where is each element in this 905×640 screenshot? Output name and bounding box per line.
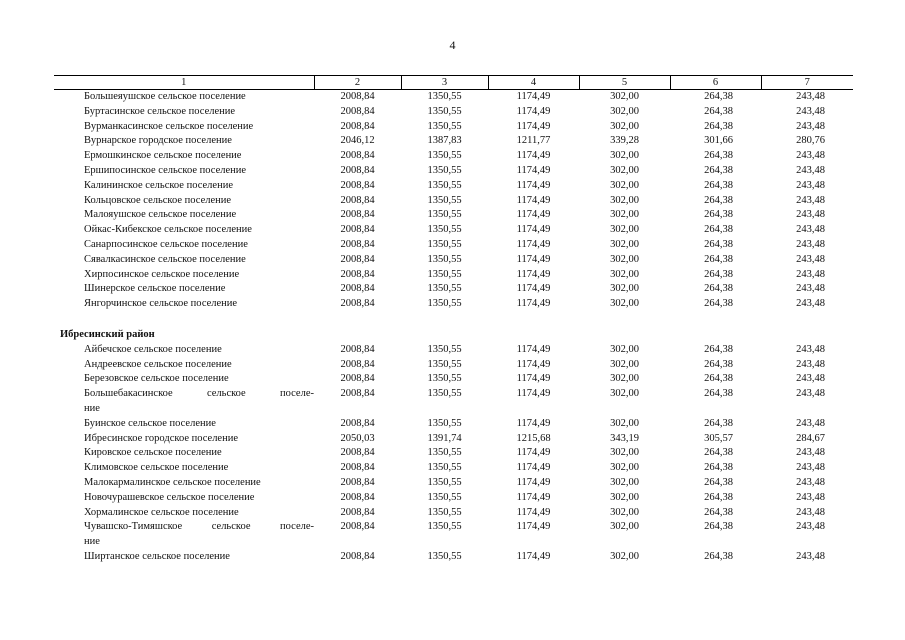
value-cell-col3: 1350,55	[427, 358, 462, 370]
value-cell-col3: 1350,55	[427, 521, 462, 533]
value-cell-col5: 302,00	[610, 550, 639, 562]
column-header-5: 5	[579, 76, 670, 90]
value-cell-col7: 243,48	[796, 462, 825, 474]
value-cell-col7: 243,48	[796, 521, 825, 533]
value-cell-col3: 1350,55	[427, 164, 462, 176]
value-cell-col5: 302,00	[610, 164, 639, 176]
settlement-name: Ершипосинское сельское поселение	[84, 164, 247, 176]
value-cell-col4: 1174,49	[516, 164, 551, 176]
value-cell-col2: 2008,84	[340, 253, 375, 265]
value-cell-col4: 1174,49	[516, 238, 551, 250]
value-cell-col6: 264,38	[704, 343, 733, 355]
empty-cell	[401, 402, 488, 417]
value-cell-col7: 243,48	[796, 298, 825, 310]
value-cell-col7: 243,48	[796, 476, 825, 488]
table-row-continuation	[54, 535, 853, 550]
value-cell-col7: 243,48	[796, 164, 825, 176]
value-cell-col4: 1174,49	[516, 298, 551, 310]
settlement-name: Буинское сельское поселение	[84, 417, 216, 429]
column-header-7: 7	[761, 76, 853, 90]
value-cell-col2: 2008,84	[340, 164, 375, 176]
settlement-name: Андреевское сельское поселение	[84, 358, 232, 370]
value-cell-col2: 2008,84	[340, 506, 375, 518]
value-cell-col5: 302,00	[610, 105, 639, 117]
table-row	[54, 208, 853, 223]
value-cell-col2: 2008,84	[340, 283, 375, 295]
value-cell-col4: 1174,49	[516, 194, 551, 206]
table-row	[54, 120, 853, 135]
settlement-name: Хормалинское сельское поселение	[84, 506, 239, 518]
settlement-name: Буртасинское сельское поселение	[84, 105, 236, 117]
value-cell-col4: 1174,49	[516, 491, 551, 503]
value-cell-col4: 1174,49	[516, 91, 551, 102]
value-cell-col6: 301,66	[704, 135, 733, 147]
value-cell-col7: 243,48	[796, 150, 825, 162]
table-row	[54, 297, 853, 312]
table-row	[54, 358, 853, 373]
value-cell-col3: 1350,55	[427, 253, 462, 265]
table-row	[54, 343, 853, 358]
table-row	[54, 90, 853, 105]
value-cell-col2: 2008,84	[340, 150, 375, 162]
value-cell-col4: 1174,49	[516, 150, 551, 162]
value-cell-col2: 2008,84	[340, 209, 375, 221]
table-row	[54, 461, 853, 476]
district-title: Ибресинский район	[60, 328, 155, 340]
settlement-name: Климовское сельское поселение	[84, 462, 229, 474]
value-cell-col5: 302,00	[610, 462, 639, 474]
value-cell-col4: 1174,49	[516, 550, 551, 562]
column-header-6: 6	[670, 76, 761, 90]
value-cell-col5: 302,00	[610, 521, 639, 533]
value-cell-col7: 243,48	[796, 194, 825, 206]
table-row	[54, 164, 853, 179]
settlement-name: Шинерское сельское поселение	[84, 283, 226, 295]
spacer-cell	[54, 312, 853, 319]
value-cell-col5: 302,00	[610, 268, 639, 280]
table-row	[54, 520, 853, 535]
value-cell-col7: 243,48	[796, 238, 825, 250]
value-cell-col5: 302,00	[610, 253, 639, 265]
value-cell-col2: 2008,84	[340, 447, 375, 459]
value-cell-col6: 264,38	[704, 105, 733, 117]
value-cell-col3: 1350,55	[427, 283, 462, 295]
value-cell-col6: 264,38	[704, 388, 733, 400]
value-cell-col7: 243,48	[796, 91, 825, 102]
value-cell-col2: 2008,84	[340, 194, 375, 206]
empty-cell	[761, 535, 853, 550]
value-cell-col6: 264,38	[704, 506, 733, 518]
settlement-name-continuation: ние	[84, 536, 100, 548]
table-row	[54, 105, 853, 120]
value-cell-col5: 302,00	[610, 238, 639, 250]
value-cell-col3: 1350,55	[427, 506, 462, 518]
value-cell-col2: 2046,12	[340, 135, 375, 147]
table-row	[54, 134, 853, 149]
value-cell-col3: 1350,55	[427, 224, 462, 236]
table-row	[54, 194, 853, 209]
settlement-name: Малояушское сельское поселение	[84, 209, 237, 221]
table-row	[54, 238, 853, 253]
value-cell-col7: 243,48	[796, 179, 825, 191]
settlement-name: Хирпосинское сельское поселение	[84, 268, 240, 280]
value-cell-col5: 302,00	[610, 447, 639, 459]
value-cell-col4: 1174,49	[516, 373, 551, 385]
value-cell-col4: 1174,49	[516, 179, 551, 191]
value-cell-col5: 302,00	[610, 343, 639, 355]
table-row	[54, 446, 853, 461]
value-cell-col2: 2008,84	[340, 491, 375, 503]
table-row	[54, 282, 853, 297]
value-cell-col2: 2008,84	[340, 268, 375, 280]
value-cell-col2: 2008,84	[340, 550, 375, 562]
value-cell-col3: 1350,55	[427, 447, 462, 459]
value-cell-col6: 264,38	[704, 358, 733, 370]
settlement-name: Новочурашевское сельское поселение	[84, 491, 255, 503]
settlement-name: Айбечское сельское поселение	[84, 343, 222, 355]
value-cell-col7: 243,48	[796, 120, 825, 132]
value-cell-col2: 2008,84	[340, 238, 375, 250]
value-cell-col3: 1350,55	[427, 550, 462, 562]
value-cell-col3: 1350,55	[427, 373, 462, 385]
settlement-name-continuation: ние	[84, 402, 100, 414]
value-cell-col7: 243,48	[796, 253, 825, 265]
value-cell-col4: 1215,68	[516, 432, 551, 444]
settlement-name: Янгорчинское сельское поселение	[84, 298, 238, 310]
value-cell-col3: 1350,55	[427, 388, 462, 400]
settlement-name: Большебакасинское сельское поселе-	[84, 388, 314, 400]
value-cell-col5: 302,00	[610, 491, 639, 503]
empty-cell	[670, 402, 761, 417]
column-header-1: 1	[54, 76, 314, 90]
value-cell-col2: 2008,84	[340, 521, 375, 533]
value-cell-col6: 264,38	[704, 447, 733, 459]
value-cell-col4: 1174,49	[516, 268, 551, 280]
value-cell-col3: 1350,55	[427, 179, 462, 191]
empty-cell	[314, 535, 401, 550]
value-cell-col4: 1174,49	[516, 417, 551, 429]
settlement-name: Санарпосинское сельское поселение	[84, 238, 248, 250]
table-row	[54, 432, 853, 447]
value-cell-col3: 1350,55	[427, 194, 462, 206]
district-heading-row	[54, 319, 853, 343]
value-cell-col4: 1174,49	[516, 283, 551, 295]
value-cell-col4: 1174,49	[516, 120, 551, 132]
value-cell-col7: 243,48	[796, 447, 825, 459]
value-cell-col3: 1350,55	[427, 476, 462, 488]
value-cell-col2: 2008,84	[340, 179, 375, 191]
table-row	[54, 550, 853, 565]
table-row	[54, 253, 853, 268]
value-cell-col7: 243,48	[796, 224, 825, 236]
column-header-2: 2	[314, 76, 401, 90]
value-cell-col6: 264,38	[704, 462, 733, 474]
table-row	[54, 149, 853, 164]
value-cell-col2: 2050,03	[340, 432, 375, 444]
value-cell-col4: 1174,49	[516, 476, 551, 488]
empty-cell	[401, 535, 488, 550]
tariff-table	[54, 75, 853, 565]
value-cell-col5: 302,00	[610, 283, 639, 295]
value-cell-col7: 243,48	[796, 283, 825, 295]
value-cell-col7: 243,48	[796, 268, 825, 280]
value-cell-col4: 1174,49	[516, 521, 551, 533]
value-cell-col3: 1350,55	[427, 462, 462, 474]
value-cell-col6: 264,38	[704, 373, 733, 385]
value-cell-col5: 302,00	[610, 417, 639, 429]
value-cell-col4: 1174,49	[516, 105, 551, 117]
value-cell-col4: 1174,49	[516, 343, 551, 355]
value-cell-col5: 302,00	[610, 388, 639, 400]
value-cell-col6: 264,38	[704, 417, 733, 429]
value-cell-col6: 264,38	[704, 179, 733, 191]
value-cell-col6: 264,38	[704, 298, 733, 310]
value-cell-col5: 302,00	[610, 358, 639, 370]
value-cell-col6: 264,38	[704, 550, 733, 562]
value-cell-col3: 1350,55	[427, 491, 462, 503]
table-row-continuation	[54, 402, 853, 417]
value-cell-col3: 1350,55	[427, 120, 462, 132]
value-cell-col2: 2008,84	[340, 476, 375, 488]
value-cell-col5: 302,00	[610, 506, 639, 518]
settlement-name: Калининское сельское поселение	[84, 179, 233, 191]
empty-cell	[670, 535, 761, 550]
table-row	[54, 476, 853, 491]
value-cell-col6: 264,38	[704, 209, 733, 221]
value-cell-col2: 2008,84	[340, 373, 375, 385]
value-cell-col2: 2008,84	[340, 91, 375, 102]
settlement-name: Сявалкасинское сельское поселение	[84, 253, 246, 265]
value-cell-col5: 302,00	[610, 476, 639, 488]
value-cell-col6: 264,38	[704, 238, 733, 250]
settlement-name: Ойкас-Кибекское сельское поселение	[84, 224, 252, 236]
value-cell-col6: 264,38	[704, 150, 733, 162]
value-cell-col7: 243,48	[796, 105, 825, 117]
value-cell-col2: 2008,84	[340, 417, 375, 429]
value-cell-col4: 1174,49	[516, 224, 551, 236]
settlement-name: Ермошкинское сельское поселение	[84, 150, 242, 162]
page-number: 4	[449, 38, 456, 52]
empty-cell	[579, 402, 670, 417]
value-cell-col7: 243,48	[796, 209, 825, 221]
value-cell-col6: 305,57	[704, 432, 733, 444]
value-cell-col2: 2008,84	[340, 105, 375, 117]
value-cell-col5: 343,19	[610, 432, 639, 444]
value-cell-col5: 302,00	[610, 224, 639, 236]
table-row	[54, 179, 853, 194]
settlement-name: Ибресинское городское поселение	[84, 432, 238, 444]
value-cell-col7: 243,48	[796, 343, 825, 355]
value-cell-col2: 2008,84	[340, 298, 375, 310]
value-cell-col6: 264,38	[704, 521, 733, 533]
value-cell-col4: 1174,49	[516, 447, 551, 459]
value-cell-col7: 243,48	[796, 373, 825, 385]
value-cell-col7: 280,76	[796, 135, 825, 147]
value-cell-col3: 1391,74	[427, 432, 462, 444]
value-cell-col3: 1350,55	[427, 298, 462, 310]
value-cell-col6: 264,38	[704, 268, 733, 280]
value-cell-col4: 1174,49	[516, 388, 551, 400]
value-cell-col3: 1350,55	[427, 417, 462, 429]
value-cell-col6: 264,38	[704, 253, 733, 265]
section-spacer	[54, 312, 853, 319]
settlement-name: Малокармалинское сельское поселение	[84, 476, 261, 488]
value-cell-col2: 2008,84	[340, 224, 375, 236]
settlement-name: Большеяушское сельское поселение	[84, 91, 246, 102]
value-cell-col2: 2008,84	[340, 120, 375, 132]
table-row	[54, 223, 853, 238]
value-cell-col6: 264,38	[704, 283, 733, 295]
value-cell-col7: 243,48	[796, 388, 825, 400]
value-cell-col5: 302,00	[610, 209, 639, 221]
table-row	[54, 491, 853, 506]
value-cell-col5: 302,00	[610, 91, 639, 102]
value-cell-col2: 2008,84	[340, 358, 375, 370]
value-cell-col7: 243,48	[796, 358, 825, 370]
empty-cell	[579, 535, 670, 550]
empty-cell	[761, 402, 853, 417]
empty-cell	[488, 402, 579, 417]
value-cell-col6: 264,38	[704, 224, 733, 236]
column-header-3: 3	[401, 76, 488, 90]
settlement-name: Ширтанское сельское поселение	[84, 550, 230, 562]
value-cell-col4: 1174,49	[516, 506, 551, 518]
value-cell-col5: 302,00	[610, 179, 639, 191]
value-cell-col3: 1387,83	[427, 135, 462, 147]
value-cell-col5: 302,00	[610, 150, 639, 162]
settlement-name: Вурманкасинское сельское поселение	[84, 120, 254, 132]
value-cell-col5: 302,00	[610, 120, 639, 132]
value-cell-col6: 264,38	[704, 164, 733, 176]
table-row	[54, 387, 853, 402]
value-cell-col3: 1350,55	[427, 91, 462, 102]
value-cell-col4: 1211,77	[516, 135, 551, 147]
value-cell-col5: 302,00	[610, 298, 639, 310]
value-cell-col3: 1350,55	[427, 209, 462, 221]
value-cell-col3: 1350,55	[427, 105, 462, 117]
value-cell-col2: 2008,84	[340, 462, 375, 474]
value-cell-col7: 243,48	[796, 491, 825, 503]
value-cell-col4: 1174,49	[516, 462, 551, 474]
value-cell-col3: 1350,55	[427, 238, 462, 250]
column-header-4: 4	[488, 76, 579, 90]
value-cell-col4: 1174,49	[516, 209, 551, 221]
value-cell-col6: 264,38	[704, 91, 733, 102]
empty-cell	[488, 535, 579, 550]
table-row	[54, 372, 853, 387]
settlement-name: Кольцовское сельское поселение	[84, 194, 232, 206]
table-body	[54, 90, 853, 565]
value-cell-col5: 339,28	[610, 135, 639, 147]
value-cell-col5: 302,00	[610, 373, 639, 385]
settlement-name: Кировское сельское поселение	[84, 447, 222, 459]
value-cell-col3: 1350,55	[427, 268, 462, 280]
value-cell-col6: 264,38	[704, 491, 733, 503]
value-cell-col5: 302,00	[610, 194, 639, 206]
value-cell-col7: 284,67	[796, 432, 825, 444]
empty-cell	[314, 402, 401, 417]
value-cell-col7: 243,48	[796, 550, 825, 562]
settlement-name: Березовское сельское поселение	[84, 373, 229, 385]
table-row	[54, 268, 853, 283]
value-cell-col3: 1350,55	[427, 343, 462, 355]
settlement-name: Чувашско-Тимяшское сельское поселе-	[84, 521, 314, 533]
value-cell-col7: 243,48	[796, 506, 825, 518]
value-cell-col6: 264,38	[704, 194, 733, 206]
value-cell-col7: 243,48	[796, 417, 825, 429]
value-cell-col2: 2008,84	[340, 388, 375, 400]
value-cell-col3: 1350,55	[427, 150, 462, 162]
settlement-name: Вурнарское городское поселение	[84, 135, 232, 147]
table-row	[54, 417, 853, 432]
value-cell-col6: 264,38	[704, 120, 733, 132]
value-cell-col4: 1174,49	[516, 253, 551, 265]
table-row	[54, 506, 853, 521]
value-cell-col6: 264,38	[704, 476, 733, 488]
value-cell-col4: 1174,49	[516, 358, 551, 370]
table-header	[54, 76, 853, 90]
value-cell-col2: 2008,84	[340, 343, 375, 355]
